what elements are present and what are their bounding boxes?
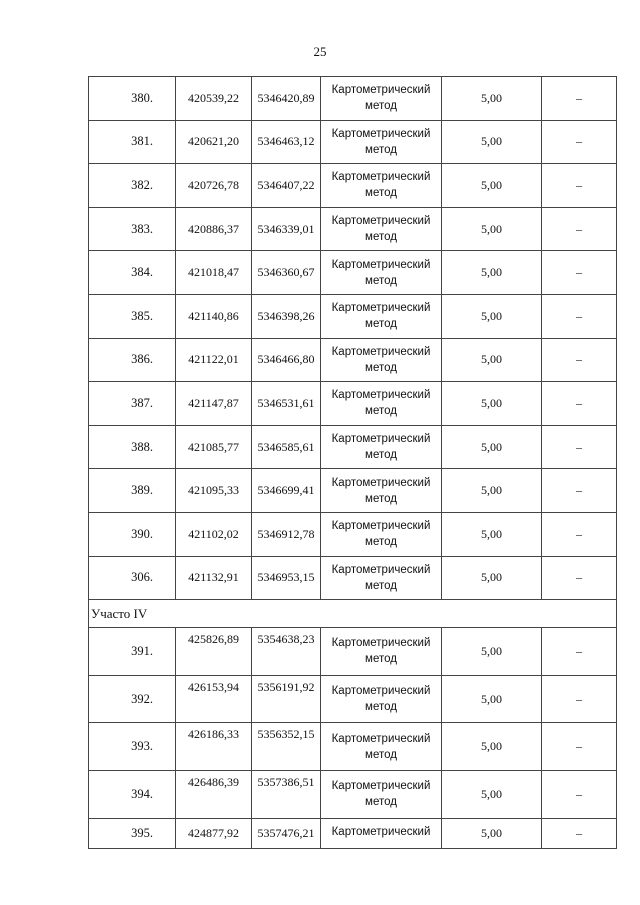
coordinate-y: 5346407,22 [252, 164, 321, 208]
table-row [89, 294, 617, 338]
coordinate-y: 5346360,67 [252, 251, 321, 295]
accuracy-value: 5,00 [442, 120, 542, 164]
table-row [89, 469, 617, 513]
method-line-1: Картометрический [331, 563, 431, 576]
method-cell [321, 382, 442, 426]
method-line-2: метод [365, 748, 397, 761]
table-row [89, 425, 617, 469]
accuracy-value: 5,00 [442, 294, 542, 338]
accuracy-value: 5,00 [442, 207, 542, 251]
accuracy-value: 5,00 [442, 382, 542, 426]
method-line-2: метод [365, 187, 397, 200]
method-cell [321, 512, 442, 556]
coordinate-y: 5346420,89 [252, 77, 321, 121]
point-number: 384. [89, 251, 176, 295]
coordinate-x: 424877,92 [176, 818, 252, 849]
method-line-1: Картометрический [331, 215, 431, 228]
coordinate-x: 421132,91 [176, 556, 252, 600]
coordinate-x: 420886,37 [176, 207, 252, 251]
table-row [89, 207, 617, 251]
method-cell [321, 425, 442, 469]
coordinate-y: 5346953,15 [252, 556, 321, 600]
coordinate-y: 5357476,21 [252, 818, 321, 849]
table-row [89, 77, 617, 121]
method-cell [321, 207, 442, 251]
accuracy-value: 5,00 [442, 338, 542, 382]
method-cell [321, 770, 442, 818]
table-body-last [89, 818, 617, 849]
point-number: 395. [89, 818, 176, 849]
description-dash: – [542, 675, 617, 723]
method-line-2: метод [365, 274, 397, 287]
method-cell [321, 338, 442, 382]
coordinate-x: 421085,77 [176, 425, 252, 469]
coordinate-y: 5346398,26 [252, 294, 321, 338]
method-line-2: метод [365, 579, 397, 592]
point-number: 390. [89, 512, 176, 556]
method-line-1: Картометрический [331, 520, 431, 533]
method-line-1: Картометрический [331, 171, 431, 184]
method-cell [321, 556, 442, 600]
description-dash: – [542, 818, 617, 849]
page-number: 25 [313, 44, 327, 59]
method-cell [321, 77, 442, 121]
description-dash: – [542, 723, 617, 771]
coordinate-y: 5346531,61 [252, 382, 321, 426]
table-row [89, 818, 617, 849]
accuracy-value: 5,00 [442, 723, 542, 771]
accuracy-value: 5,00 [442, 425, 542, 469]
method-line-1: Картометрический [331, 476, 431, 489]
table-body-top [89, 77, 617, 600]
description-dash: – [542, 382, 617, 426]
description-dash: – [542, 251, 617, 295]
method-cell [321, 120, 442, 164]
point-number: 383. [89, 207, 176, 251]
accuracy-value: 5,00 [442, 251, 542, 295]
point-number: 393. [89, 723, 176, 771]
method-line-1: Картометрический [331, 685, 431, 698]
method-line-2: метод [365, 536, 397, 549]
accuracy-value: 5,00 [442, 628, 542, 676]
point-number: 388. [89, 425, 176, 469]
coordinate-y: 5346339,01 [252, 207, 321, 251]
accuracy-value: 5,00 [442, 556, 542, 600]
point-number: 391. [89, 628, 176, 676]
point-number: 385. [89, 294, 176, 338]
section-title: Участо IV [89, 600, 617, 628]
accuracy-value: 5,00 [442, 818, 542, 849]
method-line-1: Картометрический [331, 732, 431, 745]
method-line-1: Картометрический [331, 127, 431, 140]
point-number: 386. [89, 338, 176, 382]
method-cell [321, 818, 442, 849]
method-line-1: Картометрический [331, 345, 431, 358]
description-dash: – [542, 207, 617, 251]
method-line-2: метод [365, 796, 397, 809]
table-row [89, 556, 617, 600]
point-number: 381. [89, 120, 176, 164]
coordinate-x: 426186,33 [176, 723, 252, 771]
coordinate-x: 420621,20 [176, 120, 252, 164]
method-cell [321, 294, 442, 338]
table-row [89, 512, 617, 556]
method-cell [321, 164, 442, 208]
coordinate-y: 5357386,51 [252, 770, 321, 818]
method-line-2: метод [365, 492, 397, 505]
coordinate-x: 426153,94 [176, 675, 252, 723]
method-line-1: Картометрический [331, 780, 431, 793]
description-dash: – [542, 425, 617, 469]
description-dash: – [542, 512, 617, 556]
accuracy-value: 5,00 [442, 675, 542, 723]
coordinate-x: 420726,78 [176, 164, 252, 208]
method-line-1: Картометрический [331, 84, 431, 97]
table-row [89, 120, 617, 164]
point-number: 389. [89, 469, 176, 513]
coordinate-x: 421095,33 [176, 469, 252, 513]
coordinate-y: 5356352,15 [252, 723, 321, 771]
table-row [89, 382, 617, 426]
description-dash: – [542, 294, 617, 338]
table-row [89, 723, 617, 771]
coordinate-x: 420539,22 [176, 77, 252, 121]
table-row [89, 675, 617, 723]
method-cell [321, 628, 442, 676]
description-dash: – [542, 628, 617, 676]
accuracy-value: 5,00 [442, 512, 542, 556]
table-row [89, 164, 617, 208]
coordinate-y: 5346912,78 [252, 512, 321, 556]
description-dash: – [542, 770, 617, 818]
method-line-1: Картометрический [331, 637, 431, 650]
coordinate-y: 5346585,61 [252, 425, 321, 469]
point-number: 392. [89, 675, 176, 723]
accuracy-value: 5,00 [442, 469, 542, 513]
method-line-2: метод [365, 143, 397, 156]
description-dash: – [542, 77, 617, 121]
coordinate-x: 421018,47 [176, 251, 252, 295]
method-line-1: Картометрический [331, 258, 431, 271]
method-line-1: Картометрический [331, 302, 431, 315]
coordinate-x: 421122,01 [176, 338, 252, 382]
coordinate-y: 5354638,23 [252, 628, 321, 676]
method-line-2: метод [365, 653, 397, 666]
accuracy-value: 5,00 [442, 77, 542, 121]
point-number: 306. [89, 556, 176, 600]
description-dash: – [542, 120, 617, 164]
point-number: 387. [89, 382, 176, 426]
method-line-2: метод [365, 100, 397, 113]
method-cell [321, 251, 442, 295]
coordinate-y: 5346699,41 [252, 469, 321, 513]
method-line-2: метод [365, 701, 397, 714]
table-row [89, 338, 617, 382]
coordinates-table [88, 76, 617, 849]
coordinate-x: 421102,02 [176, 512, 252, 556]
method-cell [321, 723, 442, 771]
description-dash: – [542, 338, 617, 382]
coordinate-x: 425826,89 [176, 628, 252, 676]
description-dash: – [542, 164, 617, 208]
accuracy-value: 5,00 [442, 164, 542, 208]
table-body-bottom [89, 628, 617, 818]
method-line-2: метод [365, 361, 397, 374]
coordinate-x: 426486,39 [176, 770, 252, 818]
coordinate-y: 5346466,80 [252, 338, 321, 382]
table-row [89, 628, 617, 676]
coordinate-y: 5356191,92 [252, 675, 321, 723]
method-line-2: метод [365, 449, 397, 462]
point-number: 382. [89, 164, 176, 208]
table-row [89, 770, 617, 818]
coordinate-x: 421140,86 [176, 294, 252, 338]
method-line-1: Картометрический [331, 825, 431, 838]
description-dash: – [542, 556, 617, 600]
accuracy-value: 5,00 [442, 770, 542, 818]
description-dash: – [542, 469, 617, 513]
method-line-1: Картометрический [331, 389, 431, 402]
coordinate-y: 5346463,12 [252, 120, 321, 164]
method-cell [321, 469, 442, 513]
point-number: 380. [89, 77, 176, 121]
coordinate-x: 421147,87 [176, 382, 252, 426]
method-line-2: метод [365, 405, 397, 418]
method-line-2: метод [365, 318, 397, 331]
section-header [89, 600, 617, 628]
method-line-1: Картометрический [331, 433, 431, 446]
table-row [89, 251, 617, 295]
method-cell [321, 675, 442, 723]
point-number: 394. [89, 770, 176, 818]
method-line-2: метод [365, 231, 397, 244]
